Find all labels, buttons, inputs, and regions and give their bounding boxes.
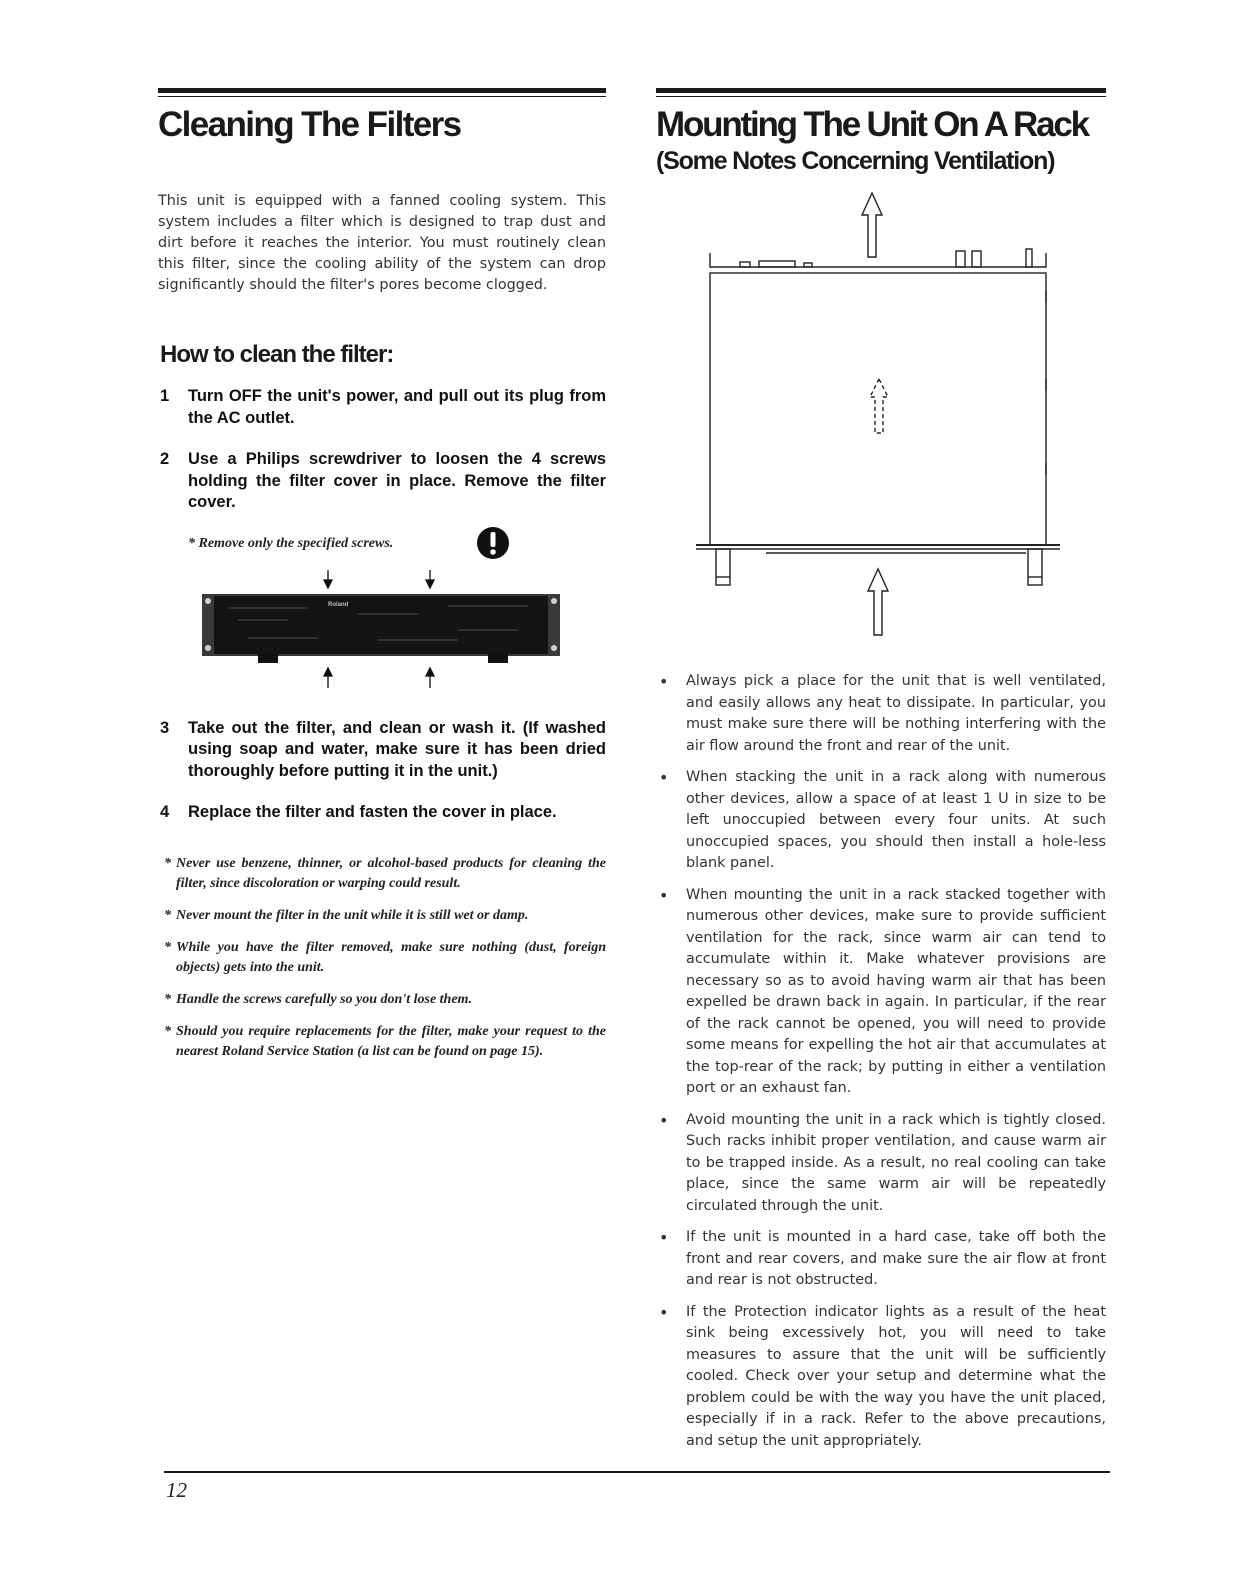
bullet-item: • Avoid mounting the unit in a rack which is tightly closed. Such racks inhibit proper ventilation, and cause warm air to be trapped inside. As a result, no real cooling can take place, since the same warm air will be repeatedly circulated through the unit.	[659, 1110, 1106, 1214]
footer-rule	[164, 1471, 1110, 1473]
brand-logo: Roland	[328, 601, 349, 608]
bullet-item: • Always pick a place for the unit that is well ventilated, and easily allows any heat to dissipate. In particular, you must make sure there will be nothing interfering with the air flow around the front and rear of the unit.	[659, 672, 1106, 754]
filter-cover-illustration	[158, 568, 606, 700]
step-4	[158, 802, 606, 824]
caution-row	[158, 526, 606, 566]
bullet-item: • If the unit is mounted in a hard case, take off both the front and rear covers, and make sure the air flow at front and rear is not obstructed.	[659, 1228, 1106, 1288]
step-number: 3	[160, 718, 170, 737]
cleaning-title: Cleaning The Filters	[158, 105, 461, 144]
step-2	[158, 449, 606, 514]
airflow-out-arrow	[862, 193, 882, 257]
step-text: Replace the filter and fasten the cover in place.	[188, 803, 557, 821]
step-3	[158, 718, 606, 783]
title-rule-thick	[158, 88, 606, 93]
ventilation-diagram	[656, 183, 1106, 653]
caution-note: * Remove only the specified screws.	[188, 535, 394, 551]
note-item: * Never mount the filter in the unit while it is still wet or damp.	[164, 907, 529, 923]
title-rule-thin	[656, 96, 1106, 97]
title-rule-thick	[656, 88, 1106, 93]
note-item: * Should you require replacements for the filter, make your request to the nearest Roland Service Station (a list can be found on page 15).	[164, 1023, 606, 1059]
screw-location-diagram	[158, 568, 606, 700]
step-text: Turn OFF the unit's power, and pull out its plug from the AC outlet.	[188, 387, 606, 427]
ventilation-notes	[656, 671, 1106, 1452]
bullet-item: • When stacking the unit in a rack along with numerous other devices, allow a space of at least 1 U in size to be left unoccupied between every four units. At such unoccupied spaces, you should then install a hole-less blank panel.	[659, 768, 1106, 871]
note-item: * Never use benzene, thinner, or alcohol-based products for cleaning the filter, since discoloration or warping could result.	[164, 855, 606, 891]
page-number: 12	[166, 1478, 187, 1502]
note-item: * Handle the screws carefully so you don't lose them.	[164, 991, 472, 1007]
step-text: Take out the filter, and clean or wash it. (If washed using soap and water, make sure it has been dried thoroughly before putting it in the unit.)	[188, 718, 606, 780]
step-number: 4	[160, 803, 170, 821]
mounting-title: Mounting The Unit On A Rack	[656, 105, 1088, 144]
rack-airflow-illustration	[656, 183, 1106, 653]
bullet-item: • If the Protection indicator lights as a result of the heat sink being excessively hot, you will need to take measures to assure that the unit will be sufficiently cooled. Check over your setup and determine what the problem could be with the way you have the unit placed, especially if in a rack. Refer to the above precautions, and setup the unit appropriately.	[659, 1302, 1106, 1449]
exclamation-icon	[476, 526, 510, 560]
step-1	[158, 386, 606, 429]
how-to-clean-heading: How to clean the filter:	[160, 341, 394, 368]
step-number: 2	[160, 450, 170, 468]
left-column	[158, 88, 606, 1074]
airflow-in-arrow	[868, 569, 888, 635]
internal-airflow-arrow	[870, 379, 888, 433]
step-number: 1	[160, 387, 170, 405]
cleaning-notes	[158, 854, 606, 1062]
bullet-item: • When mounting the unit in a rack stacked together with numerous other devices, make sure to provide sufficient ventilation for the rack, since warm air can tend to accumulate within it. Make whatever provisions are necessary so as to avoid having warm air that has been expelled be drawn back in again. In particular, if the rear of the rack cannot be opened, you will need to provide some means for expelling the hot air that accumulates at the top-rear of the rack; by putting in either a ventilation port or an exhaust fan.	[659, 885, 1106, 1096]
step-text: Use a Philips screwdriver to loosen the 4 screws holding the filter cover in place. Remove the filter cover.	[188, 450, 606, 511]
note-item: * While you have the filter removed, make sure nothing (dust, foreign objects) gets into the unit.	[164, 939, 606, 975]
right-column	[656, 88, 1106, 1462]
title-rule-thin	[158, 96, 606, 97]
cleaning-intro: This unit is equipped with a fanned cooling system. This system includes a filter which is designed to trap dust and dirt before it reaches the interior. You must routinely clean this filter, since the cooling ability of the system can drop significantly should the filter's pores become clogged.	[158, 193, 606, 293]
mounting-subtitle: (Some Notes Concerning Ventilation)	[656, 147, 1055, 175]
